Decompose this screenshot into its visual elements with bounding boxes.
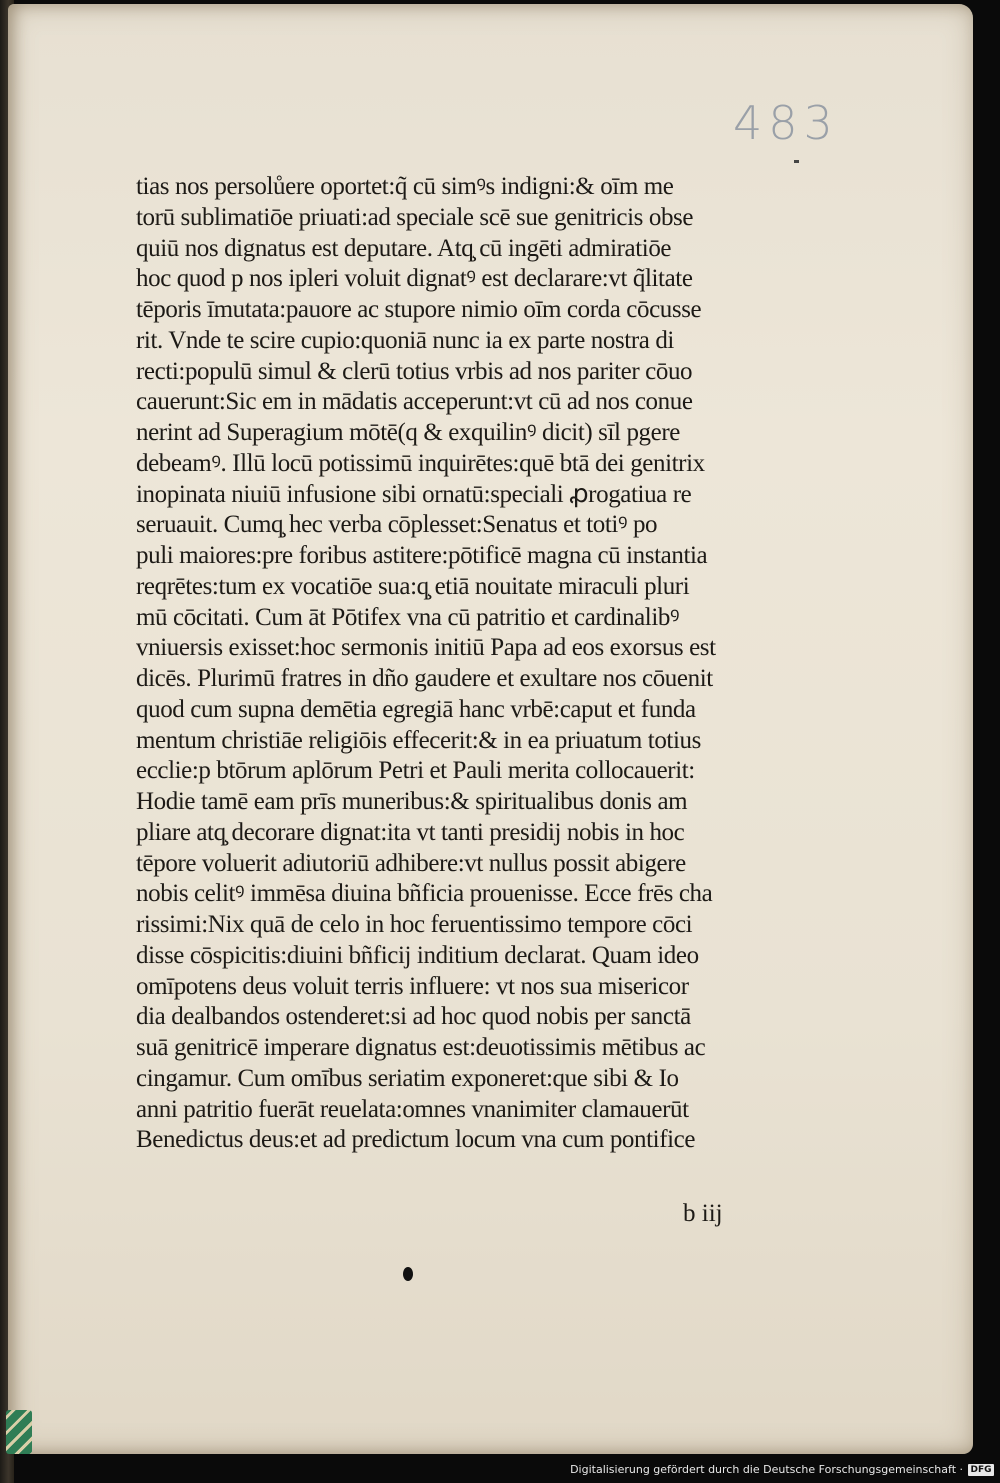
- text-line: Benedictus deus:et ad predictum locum vna cum pontifice: [136, 1126, 696, 1154]
- text-line: tēpore voluerit adiutoriū adhibere:vt nullus possit abigere: [136, 849, 686, 877]
- text-line: quiū nos dignatus est deputare. Atq̧ cū ingēti admiratiōe: [136, 234, 672, 262]
- text-line: nerint ad Superagium mōtē(q & exquilinꝰ dicit) sīl pgere: [136, 419, 680, 446]
- text-line: omīpotens deus voluit terris influere: vt nos sua misericor: [136, 972, 689, 1000]
- signature-mark: b iij: [683, 1200, 723, 1227]
- text-line: vniuersis exisset:hoc sermonis initiū Papa ad eos exorsus est: [136, 634, 716, 662]
- text-line: debeamꝰ. Illū locū potissimū inquirētes:quē btā dei genitrix: [136, 449, 705, 477]
- text-line: ecclie:p btōrum aplōrum Petri et Pauli merita collocauerit:: [136, 757, 695, 785]
- footer: [570, 1463, 994, 1476]
- text-line: rissimi:Nix quā de celo in hoc feruentissimo tempore cōci: [136, 911, 693, 938]
- ink-blot: [403, 1267, 413, 1281]
- text-line: reqrētes:tum ex vocatiōe sua:q̧ etiā nouitate miraculi pluri: [136, 572, 690, 600]
- text-line: inopinata niuiū infusione sibi ornatū:speciali ꝓrogatiua re: [136, 480, 692, 508]
- text-line: cingamur. Cum omībus seriatim exponeret:que sibi & Io: [136, 1064, 679, 1092]
- color-calibration-tab: [6, 1410, 32, 1454]
- page-mark: [794, 160, 799, 163]
- text-line: tias nos persolůere oportet:q̃ cū simꝰs indigni:& oīm me: [136, 173, 674, 200]
- dfg-logo-icon: DFG: [968, 1464, 994, 1476]
- book-page: [8, 4, 973, 1454]
- text-line: anni patritio fuerāt reuelata:omnes vnanimiter clamauerūt: [136, 1095, 689, 1123]
- footer-credit: Digitalisierung gefördert durch die Deutsche Forschungsgemeinschaft ·: [570, 1463, 963, 1476]
- folio-number: 483: [733, 96, 839, 150]
- text-line: tēporis īmutata:pauore ac stupore nimio oīm corda cōcusse: [136, 296, 702, 323]
- text-line: recti:populū simul & clerū totius vrbis ad nos pariter cōuo: [136, 357, 693, 385]
- text-line: rit. Vnde te scire cupio:quoniā nunc ia ex parte nostra di: [136, 326, 674, 354]
- text-line: suā genitricē imperare dignatus est:deuotissimis mētibus ac: [136, 1034, 706, 1061]
- text-line: dia dealbandos ostenderet:si ad hoc quod nobis per sanctā: [136, 1003, 691, 1031]
- text-line: dicēs. Plurimū fratres in dño gaudere et exultare nos cōuenit: [136, 665, 713, 692]
- text-line: torū sublimatiōe priuati:ad speciale scē sue genitricis obse: [136, 203, 694, 231]
- text-line: Hodie tamē eam prīs muneribus:& spiritualibus donis am: [136, 788, 688, 815]
- text-line: disse cōspicitis:diuini bñficij inditium declarat. Quam ideo: [136, 941, 699, 969]
- text-line: puli maiores:pre foribus astitere:pōtificē magna cū instantia: [136, 542, 708, 569]
- text-line: quod cum supna demētia egregiā hanc vrbē:caput et funda: [136, 695, 696, 723]
- text-line: cauerunt:Sic em in mādatis acceperunt:vt cū ad nos conue: [136, 388, 693, 416]
- text-line: nobis celitꝰ immēsa diuina bñficia prouenisse. Ecce frēs cha: [136, 880, 713, 908]
- text-line: mū cōcitati. Cum āt Pōtifex vna cū patritio et cardinalibꝰ: [136, 603, 680, 631]
- text-line: pliare atq̧ decorare dignat:ita vt tanti presidij nobis in hoc: [136, 818, 685, 846]
- text-line: hoc quod p nos ipleri voluit dignatꝰ est declarare:vt q̃litate: [136, 265, 693, 293]
- body-text: [136, 172, 786, 1156]
- text-line: seruauit. Cumq̧ hec verba cōplesset:Senatus et totiꝰ po: [136, 511, 658, 539]
- text-line: mentum christiāe religiōis effecerit:& in ea priuatum totius: [136, 726, 701, 754]
